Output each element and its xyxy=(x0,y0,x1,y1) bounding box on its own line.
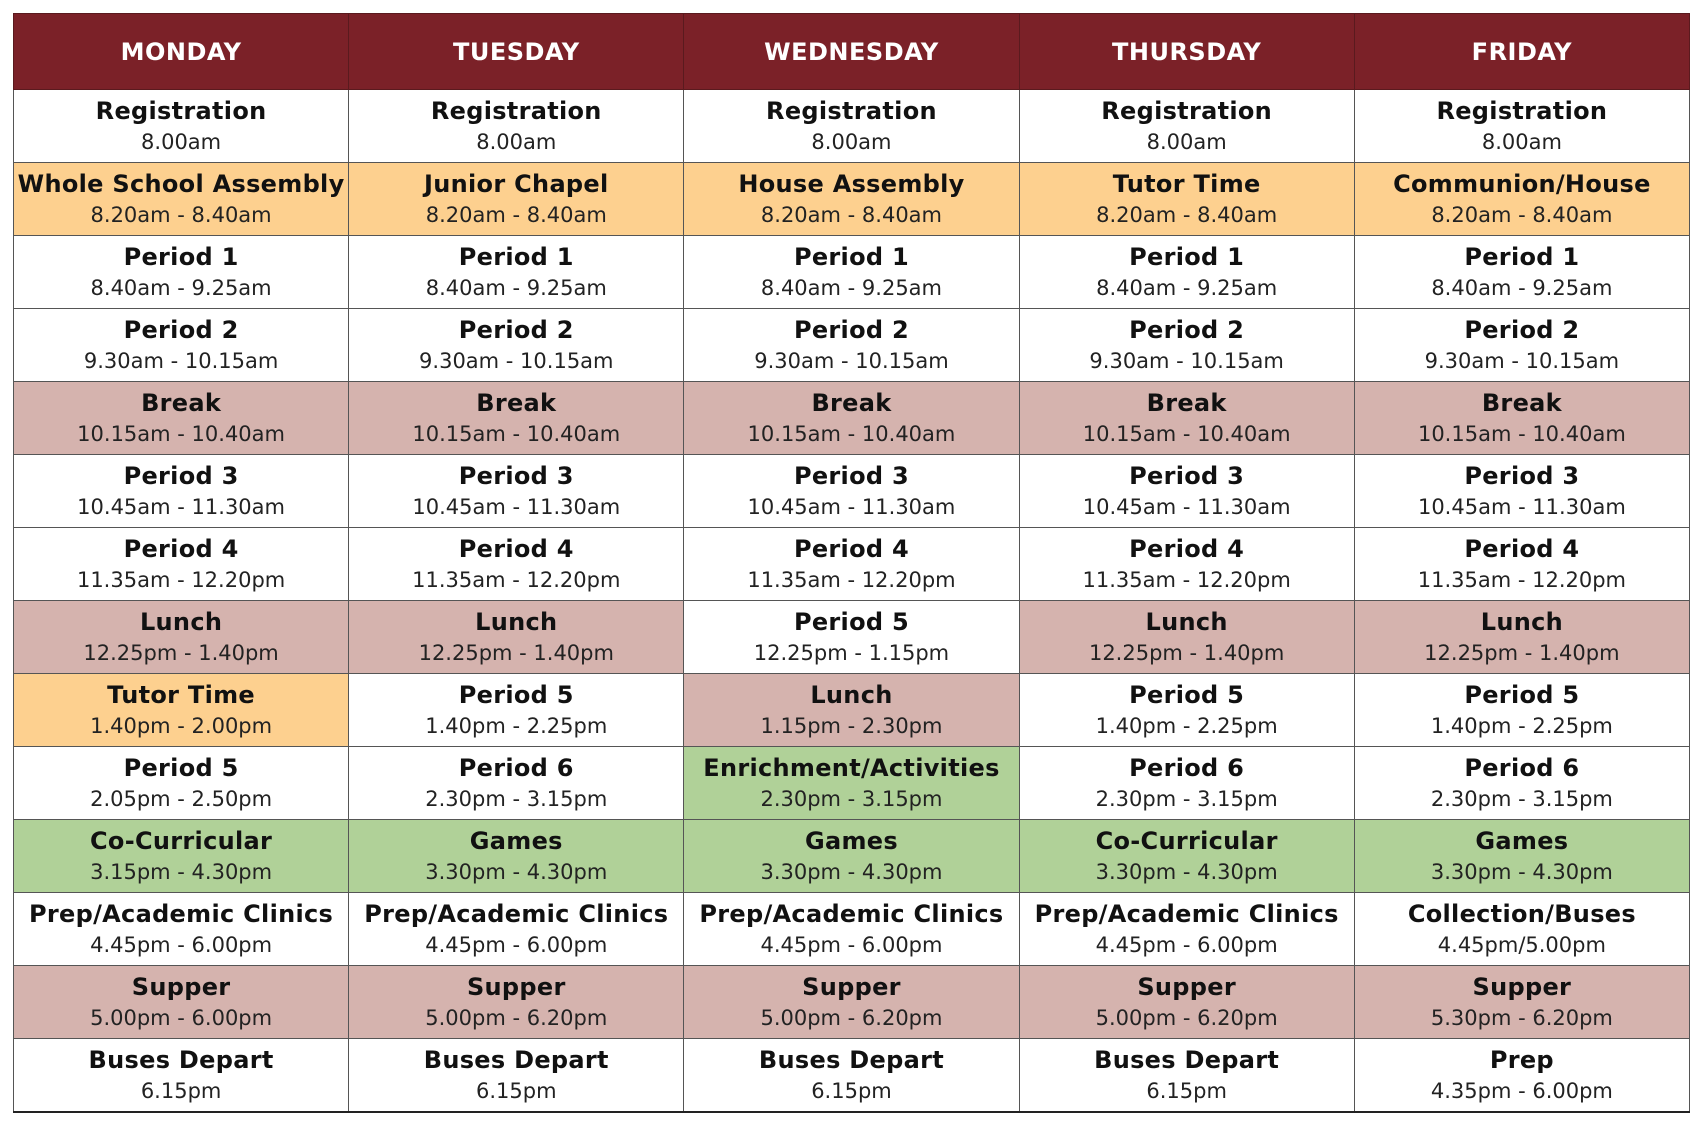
session-title: Period 3 xyxy=(1464,462,1580,490)
session-title: Period 1 xyxy=(1129,243,1245,271)
session-title: Supper xyxy=(131,973,231,1001)
timetable-cell xyxy=(349,382,684,455)
timetable-cell xyxy=(349,90,684,163)
timetable-cell xyxy=(14,382,349,455)
day-header-monday: MONDAY xyxy=(14,14,349,90)
timetable-cell xyxy=(14,674,349,747)
timetable-cell xyxy=(14,747,349,820)
session-title: Lunch xyxy=(1145,608,1228,636)
timetable-cell xyxy=(349,747,684,820)
timetable-row xyxy=(14,455,1690,528)
session-title: Prep/Academic Clinics xyxy=(364,900,669,928)
timetable-cell xyxy=(349,966,684,1039)
timetable-cell xyxy=(1354,382,1689,455)
timetable-cell xyxy=(349,893,684,966)
day-header-friday: FRIDAY xyxy=(1354,14,1689,90)
session-time: 3.30pm - 4.30pm xyxy=(1095,860,1278,884)
timetable-cell xyxy=(1354,820,1689,893)
session-time: 2.30pm - 3.15pm xyxy=(425,787,608,811)
session-time: 8.20am - 8.40am xyxy=(1096,203,1278,227)
session-title: Period 3 xyxy=(123,462,239,490)
session-time: 8.00am xyxy=(1481,130,1562,154)
timetable-cell xyxy=(14,236,349,309)
timetable-cell xyxy=(349,601,684,674)
session-title: Period 2 xyxy=(458,316,574,344)
session-title: Co-Curricular xyxy=(90,827,273,855)
session-time: 8.40am - 9.25am xyxy=(1096,276,1278,300)
day-header-tuesday: TUESDAY xyxy=(349,14,684,90)
timetable-row xyxy=(14,309,1690,382)
timetable-row xyxy=(14,236,1690,309)
timetable-row xyxy=(14,382,1690,455)
timetable-cell xyxy=(14,90,349,163)
session-title: Registration xyxy=(1101,97,1273,125)
session-title: Break xyxy=(1481,389,1562,417)
timetable-cell xyxy=(14,820,349,893)
session-title: Period 5 xyxy=(123,754,239,782)
session-time: 11.35am - 12.20pm xyxy=(76,568,286,592)
timetable-cell xyxy=(349,163,684,236)
session-title: Period 1 xyxy=(1464,243,1580,271)
session-time: 10.45am - 11.30am xyxy=(77,495,285,519)
timetable-row xyxy=(14,674,1690,747)
timetable-cell xyxy=(1354,601,1689,674)
session-title: Communion/House xyxy=(1393,170,1651,198)
timetable-row xyxy=(14,528,1690,601)
session-time: 12.25pm - 1.40pm xyxy=(418,641,614,665)
session-time: 4.45pm - 6.00pm xyxy=(1095,933,1278,957)
timetable-row xyxy=(14,90,1690,163)
session-time: 10.45am - 11.30am xyxy=(747,495,956,519)
session-title: Period 4 xyxy=(793,535,909,563)
session-time: 1.40pm - 2.00pm xyxy=(90,714,273,738)
timetable-row xyxy=(14,893,1690,966)
timetable-cell xyxy=(14,163,349,236)
session-time: 5.00pm - 6.20pm xyxy=(1095,1006,1278,1030)
session-title: Period 6 xyxy=(1464,754,1580,782)
timetable-cell xyxy=(349,309,684,382)
session-time: 1.40pm - 2.25pm xyxy=(1430,714,1613,738)
session-time: 6.15pm xyxy=(811,1079,892,1103)
timetable-cell xyxy=(1019,601,1354,674)
timetable-cell xyxy=(1354,674,1689,747)
session-title: Co-Curricular xyxy=(1095,827,1278,855)
session-title: Lunch xyxy=(1480,608,1564,636)
session-time: 11.35am - 12.20pm xyxy=(1082,568,1291,592)
timetable-cell xyxy=(14,528,349,601)
session-title: Supper xyxy=(802,973,901,1001)
session-title: Enrichment/Activities xyxy=(703,754,1000,782)
session-time: 8.00am xyxy=(1146,130,1227,154)
session-time: 1.40pm - 2.25pm xyxy=(1095,714,1278,738)
session-time: 8.40am - 9.25am xyxy=(425,276,607,300)
timetable-cell xyxy=(1019,236,1354,309)
weekly-timetable xyxy=(13,13,1690,1113)
session-time: 9.30am - 10.15am xyxy=(1424,349,1620,373)
timetable-cell xyxy=(684,90,1019,163)
session-time: 8.20am - 8.40am xyxy=(425,203,607,227)
session-time: 3.30pm - 4.30pm xyxy=(1430,860,1613,884)
timetable-cell xyxy=(684,309,1019,382)
timetable-cell xyxy=(1019,1039,1354,1113)
session-title: Registration xyxy=(95,97,267,125)
session-title: Registration xyxy=(430,97,602,125)
session-title: Whole School Assembly xyxy=(17,170,345,198)
timetable-row xyxy=(14,163,1690,236)
timetable-cell xyxy=(349,820,684,893)
session-time: 6.15pm xyxy=(476,1079,557,1103)
session-time: 11.35am - 12.20pm xyxy=(747,568,956,592)
timetable-cell xyxy=(14,455,349,528)
session-title: Tutor Time xyxy=(1112,170,1261,198)
session-time: 10.45am - 11.30am xyxy=(1082,495,1291,519)
timetable-cell xyxy=(1354,163,1689,236)
timetable-cell xyxy=(14,309,349,382)
timetable-cell xyxy=(1019,820,1354,893)
timetable-cell xyxy=(684,455,1019,528)
session-time: 11.35am - 12.20pm xyxy=(412,568,621,592)
session-time: 4.35pm - 6.00pm xyxy=(1430,1079,1613,1103)
timetable-cell xyxy=(1354,1039,1689,1113)
session-time: 10.15am - 10.40am xyxy=(747,422,956,446)
session-title: Period 2 xyxy=(793,316,909,344)
session-time: 2.05pm - 2.50pm xyxy=(90,787,273,811)
session-time: 8.40am - 9.25am xyxy=(1431,276,1613,300)
timetable-cell xyxy=(684,528,1019,601)
session-time: 8.40am - 9.25am xyxy=(760,276,943,300)
timetable-cell xyxy=(14,1039,349,1113)
timetable-cell xyxy=(684,966,1019,1039)
timetable-cell xyxy=(1019,163,1354,236)
session-time: 9.30am - 10.15am xyxy=(754,349,949,373)
session-title: Period 3 xyxy=(1129,462,1245,490)
session-time: 6.15pm xyxy=(1146,1079,1227,1103)
session-title: Period 6 xyxy=(1129,754,1245,782)
session-title: Period 1 xyxy=(458,243,574,271)
session-title: Period 2 xyxy=(1129,316,1245,344)
timetable-cell xyxy=(14,601,349,674)
timetable-cell xyxy=(684,674,1019,747)
timetable-cell xyxy=(1019,309,1354,382)
timetable-cell xyxy=(1019,382,1354,455)
timetable-cell xyxy=(1019,747,1354,820)
timetable-row xyxy=(14,601,1690,674)
session-title: Prep xyxy=(1489,1046,1554,1074)
session-time: 9.30am - 10.15am xyxy=(83,349,279,373)
session-time: 5.00pm - 6.20pm xyxy=(425,1006,608,1030)
session-time: 8.20am - 8.40am xyxy=(1431,203,1613,227)
timetable-cell xyxy=(684,163,1019,236)
session-title: House Assembly xyxy=(738,170,965,198)
timetable-row xyxy=(14,820,1690,893)
timetable-cell xyxy=(684,236,1019,309)
timetable-cell xyxy=(1354,455,1689,528)
timetable-row xyxy=(14,1039,1690,1113)
session-title: Prep/Academic Clinics xyxy=(1034,900,1339,928)
timetable-cell xyxy=(349,455,684,528)
session-title: Prep/Academic Clinics xyxy=(29,900,334,928)
session-title: Period 4 xyxy=(1129,535,1245,563)
session-time: 2.30pm - 3.15pm xyxy=(1430,787,1613,811)
session-title: Period 3 xyxy=(458,462,574,490)
session-time: 10.45am - 11.30am xyxy=(412,495,621,519)
session-time: 9.30am - 10.15am xyxy=(419,349,614,373)
session-title: Lunch xyxy=(475,608,558,636)
session-title: Junior Chapel xyxy=(424,170,609,198)
session-time: 4.45pm - 6.00pm xyxy=(425,933,608,957)
timetable-cell xyxy=(349,1039,684,1113)
timetable-row xyxy=(14,966,1690,1039)
timetable-cell xyxy=(1019,893,1354,966)
session-time: 9.30am - 10.15am xyxy=(1089,349,1284,373)
session-title: Lunch xyxy=(810,681,893,709)
timetable-cell xyxy=(1354,528,1689,601)
session-time: 4.45pm - 6.00pm xyxy=(90,933,273,957)
session-time: 8.00am xyxy=(811,130,892,154)
session-time: 8.00am xyxy=(476,130,557,154)
session-title: Supper xyxy=(466,973,566,1001)
session-time: 2.30pm - 3.15pm xyxy=(1095,787,1278,811)
timetable-cell xyxy=(1354,747,1689,820)
session-time: 6.15pm xyxy=(140,1079,222,1103)
timetable-row xyxy=(14,747,1690,820)
session-title: Period 5 xyxy=(793,608,909,636)
session-time: 8.20am - 8.40am xyxy=(90,203,272,227)
session-time: 12.25pm - 1.40pm xyxy=(1088,641,1285,665)
session-title: Period 1 xyxy=(123,243,239,271)
session-title: Break xyxy=(141,389,222,417)
session-time: 4.45pm - 6.00pm xyxy=(760,933,943,957)
session-time: 5.30pm - 6.20pm xyxy=(1430,1006,1613,1030)
session-title: Supper xyxy=(1472,973,1572,1001)
session-time: 10.15am - 10.40am xyxy=(1082,422,1291,446)
session-time: 4.45pm/5.00pm xyxy=(1437,933,1606,957)
timetable-cell xyxy=(1354,966,1689,1039)
timetable-cell xyxy=(1354,309,1689,382)
session-title: Period 2 xyxy=(1464,316,1580,344)
session-title: Period 5 xyxy=(458,681,574,709)
session-time: 12.25pm - 1.40pm xyxy=(1424,641,1620,665)
session-time: 8.20am - 8.40am xyxy=(760,203,943,227)
session-title: Break xyxy=(1146,389,1227,417)
session-title: Collection/Buses xyxy=(1407,900,1636,928)
timetable-cell xyxy=(1019,674,1354,747)
session-time: 1.40pm - 2.25pm xyxy=(425,714,608,738)
timetable-body xyxy=(14,90,1690,1113)
timetable-cell xyxy=(14,966,349,1039)
session-time: 12.25pm - 1.15pm xyxy=(753,641,950,665)
session-title: Buses Depart xyxy=(1094,1046,1280,1074)
timetable-cell xyxy=(684,1039,1019,1113)
session-time: 3.30pm - 4.30pm xyxy=(425,860,608,884)
timetable-cell xyxy=(1019,966,1354,1039)
session-title: Registration xyxy=(1436,97,1608,125)
session-title: Period 3 xyxy=(793,462,909,490)
session-time: 11.35am - 12.20pm xyxy=(1417,568,1627,592)
session-title: Games xyxy=(804,827,898,855)
timetable-cell xyxy=(349,528,684,601)
session-title: Period 4 xyxy=(458,535,574,563)
timetable-cell xyxy=(684,820,1019,893)
timetable-cell xyxy=(14,893,349,966)
timetable-cell xyxy=(349,236,684,309)
session-time: 12.25pm - 1.40pm xyxy=(83,641,279,665)
session-time: 3.30pm - 4.30pm xyxy=(760,860,943,884)
timetable-cell xyxy=(684,382,1019,455)
session-time: 1.15pm - 2.30pm xyxy=(760,714,943,738)
timetable-cell xyxy=(1354,893,1689,966)
session-time: 5.00pm - 6.00pm xyxy=(90,1006,273,1030)
session-title: Tutor Time xyxy=(107,681,256,709)
session-title: Period 1 xyxy=(793,243,909,271)
session-title: Registration xyxy=(766,97,937,125)
session-title: Lunch xyxy=(139,608,223,636)
session-title: Games xyxy=(1475,827,1569,855)
session-time: 3.15pm - 4.30pm xyxy=(90,860,273,884)
timetable-cell xyxy=(1354,90,1689,163)
day-header-wednesday: WEDNESDAY xyxy=(684,14,1019,90)
session-title: Period 5 xyxy=(1464,681,1580,709)
session-time: 8.00am xyxy=(141,130,222,154)
session-title: Prep/Academic Clinics xyxy=(699,900,1004,928)
session-title: Period 4 xyxy=(123,535,239,563)
day-header-row xyxy=(14,14,1690,90)
timetable-cell xyxy=(1354,236,1689,309)
session-time: 10.15am - 10.40am xyxy=(77,422,285,446)
session-title: Games xyxy=(469,827,563,855)
timetable-cell xyxy=(349,674,684,747)
day-header-thursday: THURSDAY xyxy=(1019,14,1354,90)
timetable-cell xyxy=(1019,90,1354,163)
timetable-cell xyxy=(684,893,1019,966)
session-time: 8.40am - 9.25am xyxy=(90,276,272,300)
session-title: Supper xyxy=(1137,973,1236,1001)
session-title: Period 2 xyxy=(123,316,239,344)
session-title: Period 5 xyxy=(1129,681,1245,709)
timetable-cell xyxy=(1019,528,1354,601)
session-time: 2.30pm - 3.15pm xyxy=(760,787,943,811)
session-time: 10.15am - 10.40am xyxy=(1417,422,1626,446)
timetable-cell xyxy=(1019,455,1354,528)
session-time: 10.15am - 10.40am xyxy=(412,422,621,446)
timetable-cell xyxy=(684,747,1019,820)
session-title: Buses Depart xyxy=(88,1046,274,1074)
session-title: Break xyxy=(811,389,892,417)
session-title: Break xyxy=(476,389,557,417)
session-title: Buses Depart xyxy=(423,1046,609,1074)
session-title: Period 6 xyxy=(458,754,574,782)
timetable-cell xyxy=(684,601,1019,674)
session-title: Period 4 xyxy=(1464,535,1580,563)
session-time: 10.45am - 11.30am xyxy=(1417,495,1626,519)
session-time: 5.00pm - 6.20pm xyxy=(760,1006,943,1030)
session-title: Buses Depart xyxy=(758,1046,944,1074)
